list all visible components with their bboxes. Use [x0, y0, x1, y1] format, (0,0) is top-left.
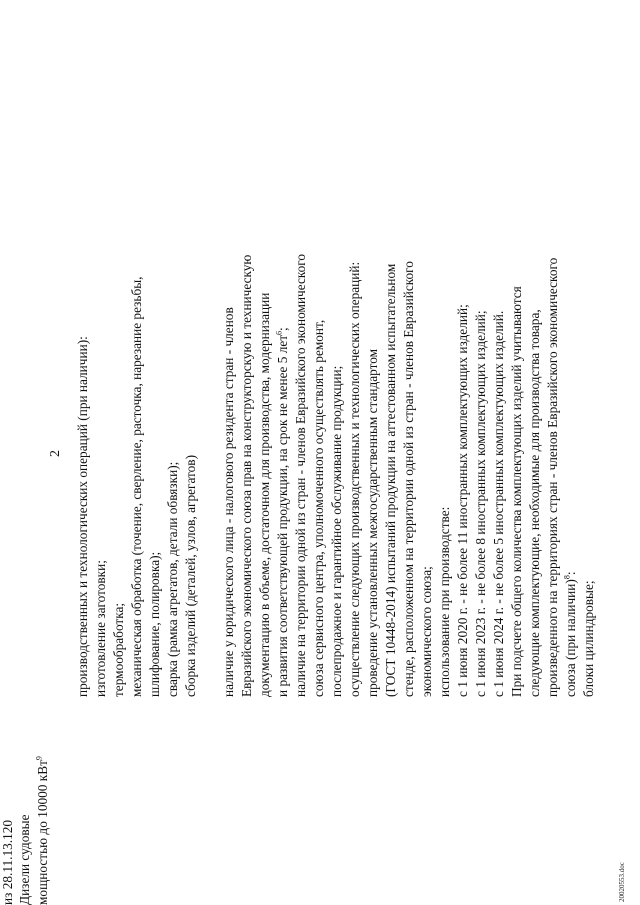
text-line: сварка (рамка агрегатов, детали обвязки); [165, 461, 180, 697]
requirement-text: и развития соответствующей продукции, на срок не менее 5 лет [275, 334, 290, 697]
requirement-text: наличие у юридического лица - налогового резидента стран - членов [221, 307, 236, 697]
requirement-line [544, 254, 562, 697]
requirement-text: наличие на территории одной из стран - членов Евразийского экономического [293, 253, 308, 697]
requirement-line [418, 254, 436, 697]
requirement-line [364, 254, 382, 697]
requirement-text: с 1 июня 2023 г. - не более 8 иностранных комплектующих изделий; [473, 310, 488, 697]
line-punctuation: ; [275, 327, 290, 331]
requirement-text: Евразийского экономического союза прав на конструкторскую и техническую [239, 254, 254, 697]
requirement-line [400, 254, 418, 697]
requirement-line [436, 254, 454, 697]
requirements-text [220, 254, 598, 697]
requirement-text: следующие комплектующие, необходимые для производства товара, [527, 309, 542, 697]
requirement-line [292, 254, 310, 697]
requirement-text: послепродажное и гарантийное обслуживание продукции; [329, 365, 344, 697]
tn-ved-code: из 28.11.13.120 [0, 819, 15, 905]
requirement-line [382, 254, 400, 697]
requirement-line [220, 254, 238, 697]
product-name-line-1: Дизели судовые [17, 814, 32, 905]
requirement-text: с 1 июня 2020 г. - не более 11 иностранных комплектующих изделий; [455, 304, 470, 697]
requirement-text: (ГОСТ 10448-2014) испытаний продукции на аттестованном испытательном [383, 263, 398, 697]
requirement-line [256, 254, 274, 697]
footnote-marker: 8 [562, 575, 572, 580]
footnote-marker: 9 [34, 756, 44, 761]
requirement-line [346, 254, 364, 697]
requirement-line [274, 254, 292, 697]
requirement-line [526, 254, 544, 697]
requirement-line [310, 254, 328, 697]
continued-operations-list [74, 277, 200, 698]
requirement-line [472, 254, 490, 697]
text-line: изготовление заготовки; [93, 560, 108, 697]
requirement-text: стенде, расположенном на территории одной из стран - членов Евразийского [401, 261, 416, 697]
requirement-text: использование при производстве: [437, 506, 452, 697]
requirement-text: произведенного на территориях стран - членов Евразийского экономического [545, 257, 560, 697]
text-line: производственных и технологических операций (при наличии): [75, 336, 90, 697]
requirement-line [490, 254, 508, 697]
text-line: сборка изделий (деталей, узлов, агрегатов) [183, 454, 198, 697]
requirement-text: При подсчете общего количества комплектующих изделий учитываются [509, 286, 524, 697]
requirement-line [508, 254, 526, 697]
requirement-text: блоки цилиндровые; [581, 580, 596, 697]
product-name [16, 0, 52, 905]
line-punctuation: : [563, 571, 578, 576]
text-line: шлифование, полировка); [147, 551, 162, 697]
requirement-line [328, 254, 346, 697]
document-file-code: 20020553.doc [618, 862, 626, 902]
requirement-text: с 1 июня 2024 г. - не более 5 иностранных комплектующих изделий. [491, 310, 506, 697]
page-number: 2 [48, 450, 63, 457]
requirement-line [562, 254, 580, 697]
requirement-text: экономического союза; [419, 566, 434, 697]
requirement-text: проведение установленных межгосударственным стандартом [365, 348, 380, 697]
product-name-text: мощностью до 10000 кВт [35, 760, 50, 905]
requirement-text: союза сервисного центра, уполномоченного осуществлять ремонт, [311, 319, 326, 697]
requirement-line [238, 254, 256, 697]
footnote-marker: 6 [274, 330, 284, 335]
requirement-text: документацию в объеме, достаточном для производства, модернизации [257, 292, 272, 697]
requirement-text: союза (при наличии) [563, 579, 578, 697]
requirement-text: осуществление следующих производственных и технологических операций: [347, 261, 362, 697]
text-line: термообработка; [111, 602, 126, 697]
text-line: механическая обработка (точение, сверление, расточка, нарезание резьбы, [129, 276, 144, 697]
requirement-line [580, 254, 598, 697]
requirement-line [454, 254, 472, 697]
